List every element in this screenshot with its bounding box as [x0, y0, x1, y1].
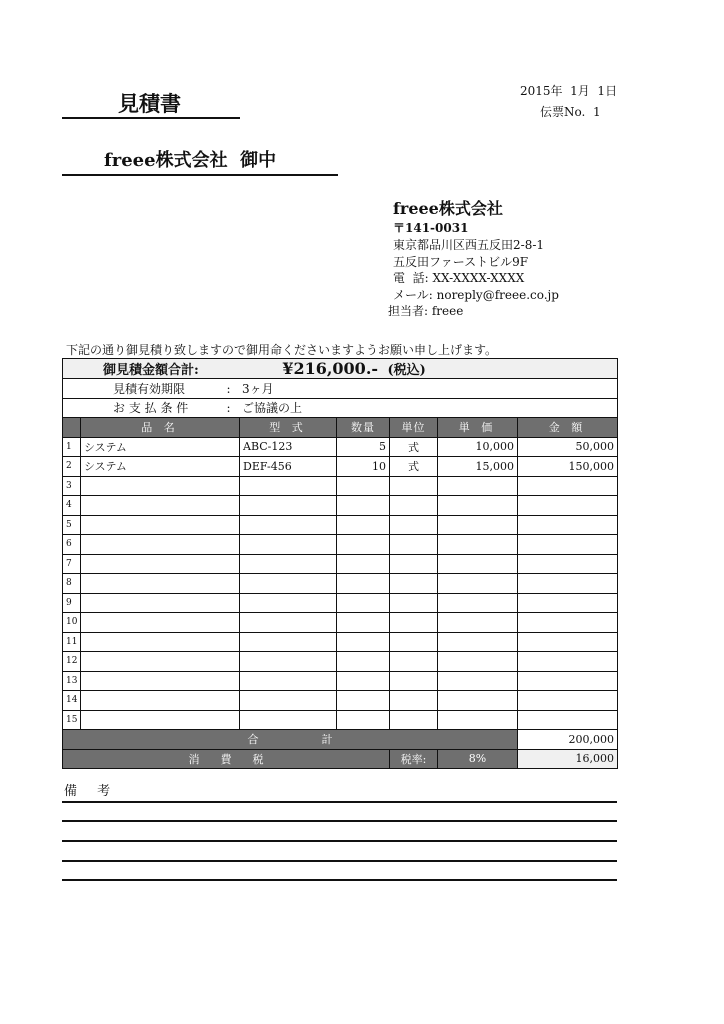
- item-price: [438, 652, 518, 672]
- item-price: 15,000: [438, 457, 518, 477]
- remarks-label: 備 考: [64, 784, 119, 799]
- header-no: [63, 418, 81, 438]
- item-qty: [337, 710, 390, 730]
- item-amount: 50,000: [518, 437, 618, 457]
- issuer-staff: 担当者: freee: [388, 304, 464, 318]
- header-price: 単 価: [438, 418, 518, 438]
- item-amount: [518, 515, 618, 535]
- item-qty: [337, 632, 390, 652]
- item-price: [438, 671, 518, 691]
- validity-row: [63, 379, 618, 399]
- item-amount: [518, 652, 618, 672]
- issuer-address-2: 五反田ファーストビル9F: [393, 255, 529, 269]
- header-name: 品 名: [81, 418, 240, 438]
- table-row: [63, 574, 618, 594]
- table-row: [63, 554, 618, 574]
- header-amount: 金 額: [518, 418, 618, 438]
- item-no: 1: [63, 437, 81, 457]
- tax-row: [63, 749, 618, 769]
- item-model: [240, 535, 337, 555]
- item-no: 11: [63, 632, 81, 652]
- item-name: [81, 671, 240, 691]
- item-unit: [390, 535, 438, 555]
- header-model: 型 式: [240, 418, 337, 438]
- item-no: 15: [63, 710, 81, 730]
- table-row: [63, 632, 618, 652]
- tax-rate-label: 税率:: [390, 749, 438, 769]
- issue-date: 2015年 1月 1日: [520, 84, 618, 98]
- item-qty: [337, 671, 390, 691]
- tax-value: 16,000: [518, 749, 618, 769]
- item-unit: [390, 632, 438, 652]
- item-amount: [518, 632, 618, 652]
- item-qty: [337, 496, 390, 516]
- item-qty: 10: [337, 457, 390, 477]
- item-unit: 式: [390, 457, 438, 477]
- issuer-mail: メール: noreply@freee.co.jp: [393, 288, 559, 302]
- subtotal-value: 200,000: [518, 730, 618, 750]
- item-name: [81, 535, 240, 555]
- tax-rate-value: 8%: [438, 749, 518, 769]
- item-model: [240, 476, 337, 496]
- intro-text: 下記の通り御見積り致しますので御用命くださいますようお願い申し上げます。: [66, 343, 498, 357]
- table-row: [63, 476, 618, 496]
- item-qty: [337, 613, 390, 633]
- slip-number: 伝票No. 1: [540, 105, 601, 119]
- table-row: [63, 457, 618, 477]
- table-row: [63, 515, 618, 535]
- tax-label: 消 費 税: [63, 749, 390, 769]
- table-row: [63, 535, 618, 555]
- subtotal-row: [63, 730, 618, 750]
- item-model: [240, 632, 337, 652]
- issuer-tel: 電 話: XX-XXXX-XXXX: [393, 271, 525, 285]
- item-price: [438, 593, 518, 613]
- issuer-address-1: 東京都品川区西五反田2-8-1: [393, 238, 545, 252]
- item-unit: [390, 671, 438, 691]
- item-qty: [337, 593, 390, 613]
- remarks-line: [62, 840, 617, 842]
- item-model: [240, 515, 337, 535]
- item-price: [438, 476, 518, 496]
- column-header-row: [63, 418, 618, 438]
- recipient-underline: [62, 174, 338, 176]
- item-qty: [337, 652, 390, 672]
- item-unit: [390, 691, 438, 711]
- item-amount: [518, 554, 618, 574]
- item-price: [438, 710, 518, 730]
- item-model: [240, 613, 337, 633]
- item-no: 3: [63, 476, 81, 496]
- item-amount: [518, 671, 618, 691]
- item-model: [240, 574, 337, 594]
- item-no: 4: [63, 496, 81, 516]
- table-row: [63, 671, 618, 691]
- item-model: ABC-123: [240, 437, 337, 457]
- item-amount: [518, 691, 618, 711]
- item-name: [81, 593, 240, 613]
- item-no: 6: [63, 535, 81, 555]
- item-name: [81, 613, 240, 633]
- item-unit: [390, 496, 438, 516]
- item-unit: [390, 574, 438, 594]
- item-amount: [518, 613, 618, 633]
- item-amount: [518, 574, 618, 594]
- remarks-line: [62, 879, 617, 881]
- item-qty: [337, 535, 390, 555]
- item-model: DEF-456: [240, 457, 337, 477]
- table-row: [63, 710, 618, 730]
- item-price: [438, 691, 518, 711]
- item-name: [81, 476, 240, 496]
- total-amount-row: [63, 359, 618, 379]
- item-unit: [390, 476, 438, 496]
- remarks-line: [62, 820, 617, 822]
- item-model: [240, 496, 337, 516]
- table-row: [63, 437, 618, 457]
- item-amount: 150,000: [518, 457, 618, 477]
- item-unit: [390, 710, 438, 730]
- item-name: [81, 632, 240, 652]
- item-no: 7: [63, 554, 81, 574]
- item-name: [81, 554, 240, 574]
- remarks-line: [62, 801, 617, 803]
- item-unit: 式: [390, 437, 438, 457]
- quote-table: [62, 358, 618, 769]
- item-price: [438, 554, 518, 574]
- item-name: [81, 574, 240, 594]
- remarks-line: [62, 860, 617, 862]
- item-price: [438, 535, 518, 555]
- item-amount: [518, 710, 618, 730]
- item-price: 10,000: [438, 437, 518, 457]
- header-unit: 単位: [390, 418, 438, 438]
- item-amount: [518, 476, 618, 496]
- item-name: [81, 691, 240, 711]
- terms-value: ご協議の上: [242, 401, 303, 416]
- item-name: [81, 496, 240, 516]
- table-row: [63, 691, 618, 711]
- item-qty: [337, 554, 390, 574]
- item-name: [81, 652, 240, 672]
- item-no: 8: [63, 574, 81, 594]
- validity-value: 3ヶ月: [242, 381, 274, 396]
- issuer-company: freee株式会社: [393, 199, 503, 218]
- issuer-postal: 〒141-0031: [393, 221, 469, 235]
- item-no: 10: [63, 613, 81, 633]
- validity-label: 見積有効期限: [113, 381, 186, 396]
- item-model: [240, 710, 337, 730]
- item-model: [240, 593, 337, 613]
- item-model: [240, 652, 337, 672]
- item-price: [438, 613, 518, 633]
- title-underline: [62, 117, 240, 119]
- item-amount: [518, 593, 618, 613]
- document-title: 見積書: [118, 91, 181, 116]
- item-unit: [390, 593, 438, 613]
- table-row: [63, 593, 618, 613]
- subtotal-label: 合 計: [63, 730, 518, 750]
- item-no: 9: [63, 593, 81, 613]
- item-unit: [390, 652, 438, 672]
- item-amount: [518, 535, 618, 555]
- terms-colon: :: [226, 401, 231, 416]
- recipient-name: freee株式会社 御中: [104, 150, 277, 171]
- item-qty: [337, 574, 390, 594]
- item-name: システム: [81, 437, 240, 457]
- table-row: [63, 496, 618, 516]
- item-no: 2: [63, 457, 81, 477]
- item-name: [81, 710, 240, 730]
- item-qty: [337, 515, 390, 535]
- item-price: [438, 496, 518, 516]
- item-name: システム: [81, 457, 240, 477]
- item-price: [438, 515, 518, 535]
- item-no: 14: [63, 691, 81, 711]
- item-qty: [337, 476, 390, 496]
- item-amount: [518, 496, 618, 516]
- validity-colon: :: [226, 381, 231, 396]
- header-qty: 数量: [337, 418, 390, 438]
- terms-label: お 支 払 条 件: [113, 401, 189, 416]
- total-label: 御見積金額合計:: [103, 363, 199, 378]
- tax-note: (税込): [387, 363, 426, 378]
- item-model: [240, 671, 337, 691]
- total-value: ¥216,000.-: [282, 359, 379, 378]
- item-qty: [337, 691, 390, 711]
- item-no: 12: [63, 652, 81, 672]
- item-model: [240, 554, 337, 574]
- item-unit: [390, 554, 438, 574]
- item-price: [438, 632, 518, 652]
- terms-row: [63, 398, 618, 418]
- table-row: [63, 613, 618, 633]
- item-name: [81, 515, 240, 535]
- item-no: 5: [63, 515, 81, 535]
- item-price: [438, 574, 518, 594]
- item-unit: [390, 613, 438, 633]
- item-unit: [390, 515, 438, 535]
- item-no: 13: [63, 671, 81, 691]
- item-model: [240, 691, 337, 711]
- item-qty: 5: [337, 437, 390, 457]
- table-row: [63, 652, 618, 672]
